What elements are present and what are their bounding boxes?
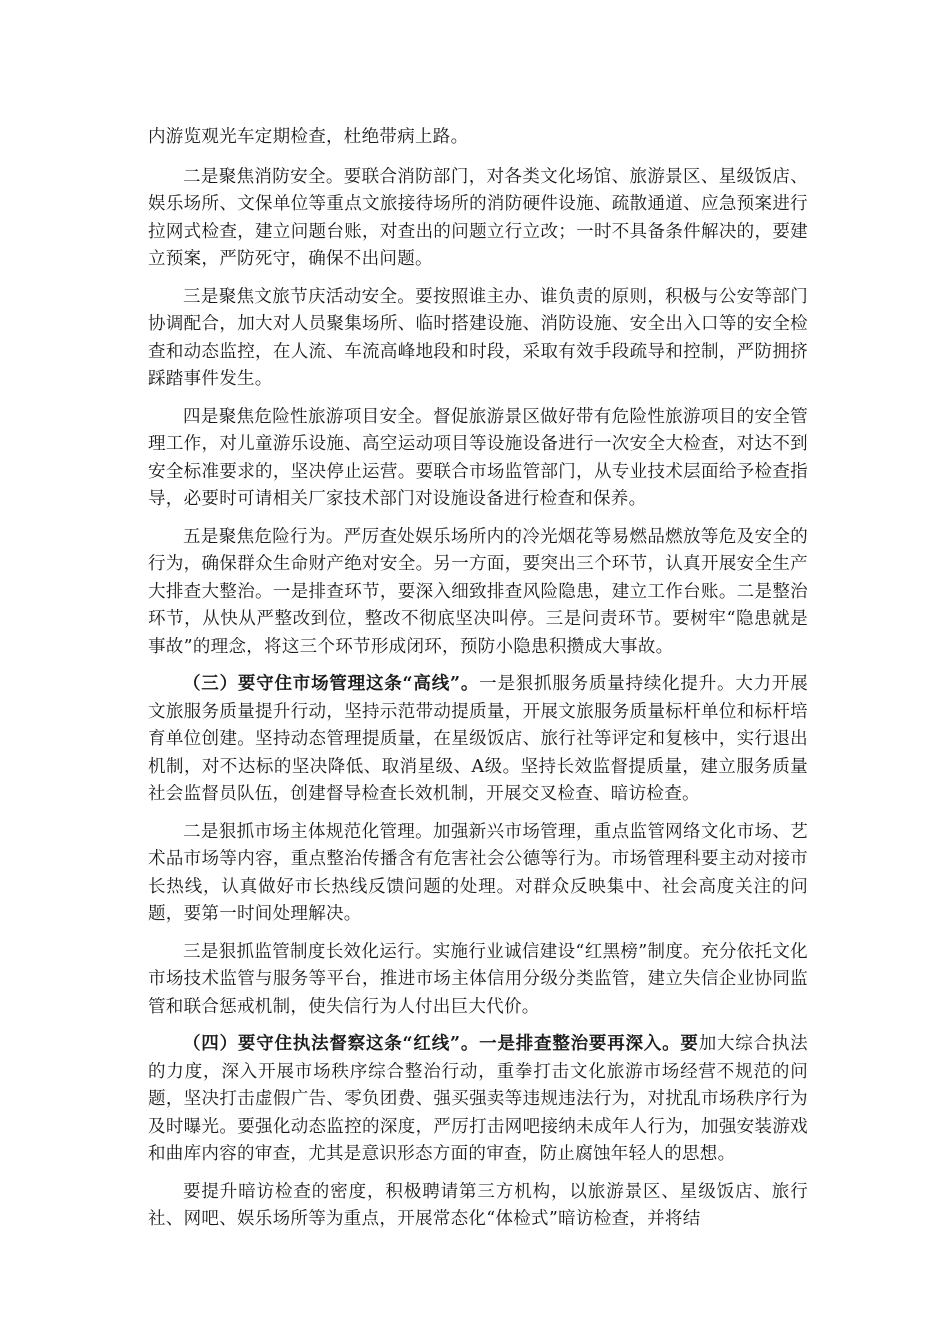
section-body-3: 一是狠抓服务质量持续化提升。大力开展文旅服务质量提升行动，坚持示范带动提质量，开展文旅服务质量标杆单位和标杆培育单位创建。坚持动态管理提质量，在星级饭店、旅行社等评定和复核中，实行退出机制，对不达标的坚决降低、取消星级、A级。坚持长效监督提质量，建立服务质量社会监督员队伍，创建督导检查长效机制，开展交叉检查、暗访检查。 (148, 674, 809, 804)
paragraph-market-entity: 二是狠抓市场主体规范化管理。加强新兴市场管理，重点监管网络文化市场、艺术品市场等内容，重点整治传播含有危害社会公德等行为。市场管理科要主动对接市长热线，认真做好市长热线反馈问题的处理。对群众反映集中、社会高度关注的问题，要第一时间处理解决。 (148, 821, 808, 924)
section-body-4: 加大综合执法的力度，深入开展市场秩序综合整治行动，重拳打击文化旅游市场经营不规范的问题，坚决打击虚假广告、零负团费、强买强卖等违规违法行为，对扰乱市场秩序行为及时曝光。要强化动态监控的深度，严厉打击网吧接纳未成年人行为，加强安装游戏和曲库内容的审查，尤其是意识形态方面的审查，防止腐蚀年轻人的思想。 (148, 1034, 808, 1164)
paragraph-dangerous-behavior: 五是聚焦危险行为。严厉查处娱乐场所内的冷光烟花等易燃品燃放等危及安全的行为，确保群众生命财产绝对安全。另一方面，要突出三个环节，认真开展安全生产大排查大整治。一是排查环节，要深入细致排查风险隐患，建立工作台账。二是整治环节，从快从严整改到位，整改不彻底坚决叫停。三是问责环节。要树牢“隐患就是事故”的理念，将这三个环节形成闭环，预防小隐患积攒成大事故。 (148, 526, 808, 657)
paragraph-inspection: 要提升暗访检查的密度，积极聘请第三方机构，以旅游景区、星级饭店、旅行社、网吧、娱乐场所等为重点，开展常态化“体检式”暗访检查，并将结 (148, 1181, 808, 1229)
paragraph-market-management (148, 671, 808, 809)
paragraph-continuation: 内游览观光车定期检查，杜绝带病上路。 (148, 127, 469, 147)
paragraph-regulation-system: 三是狠抓监管制度长效化运行。实施行业诚信建设“红黑榜”制度。充分依托文化市场技术监管与服务等平台，推进市场主体信用分级分类监管，建立失信企业协同监管和联合惩戒机制，使失信行为人付出巨大代价。 (148, 941, 808, 1017)
section-heading-4: （四）要守住执法督察这条“红线”。一是排查整治要再深入。要 (183, 1034, 699, 1054)
paragraph-dangerous-projects: 四是聚焦危险性旅游项目安全。督促旅游景区做好带有危险性旅游项目的安全管理工作，对儿童游乐设施、高空运动项目等设施设备进行一次安全大检查，对达不到安全标准要求的，坚决停止运营。要联合市场监管部门，从专业技术层面给予检查指导，必要时可请相关厂家技术部门对设施设备进行检查和保养。 (148, 406, 808, 509)
document-page (148, 124, 808, 1244)
paragraph-enforcement (148, 1031, 808, 1169)
section-heading-3: （三）要守住市场管理这条“高线”。 (183, 674, 480, 694)
paragraph-festival-safety: 三是聚焦文旅节庆活动安全。要按照谁主办、谁负责的原则，积极与公安等部门协调配合，加大对人员聚集场所、临时搭建设施、消防设施、安全出入口等的安全检查和动态监控，在人流、车流高峰地段和时段，采取有效手段疏导和控制，严防拥挤踩踏事件发生。 (148, 286, 808, 389)
paragraph-fire-safety: 二是聚焦消防安全。要联合消防部门，对各类文化场馆、旅游景区、星级饭店、娱乐场所、文保单位等重点文旅接待场所的消防硬件设施、疏散通道、应急预案进行拉网式检查，建立问题台账，对查出的问题立行立改；一时不具备条件解决的，要建立预案，严防死守，确保不出问题。 (148, 166, 808, 269)
